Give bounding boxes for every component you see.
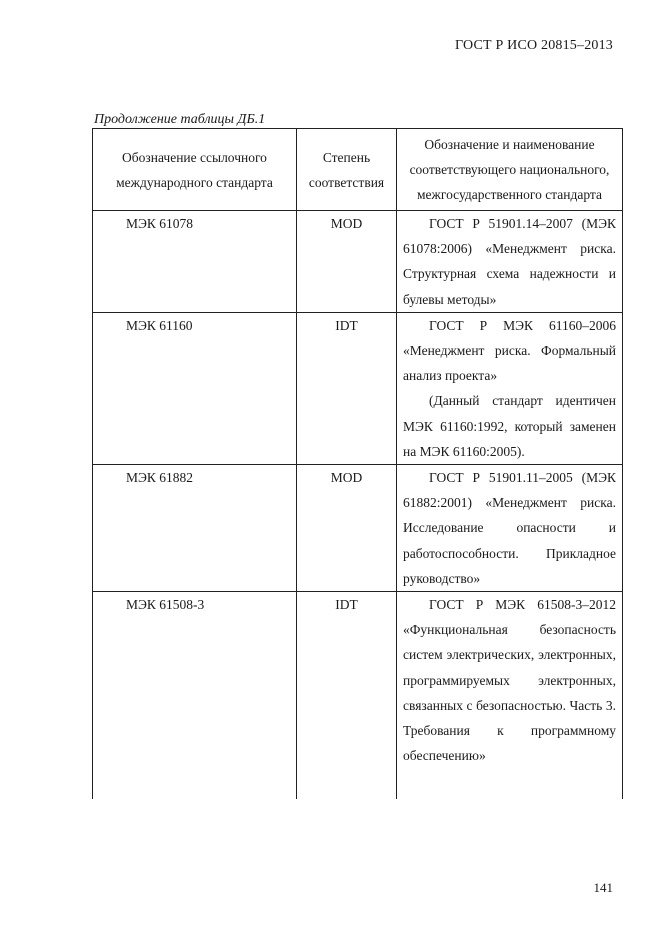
table-row bbox=[93, 312, 623, 464]
column-header-national-standard: Обозначение и наименование соответствующего национального, межгосударственного стандарта bbox=[397, 129, 623, 211]
degree-value: IDT bbox=[297, 592, 397, 800]
table-header-row bbox=[93, 129, 623, 211]
national-standard-text: ГОСТ Р 51901.14–2007 (МЭК 61078:2006) «Менеджмент риска. Структурная схема надежности и булевы методы» bbox=[403, 216, 616, 307]
degree-value: MOD bbox=[297, 211, 397, 313]
national-standard-cell bbox=[397, 211, 623, 313]
national-standard-text: ГОСТ Р МЭК 61508-3–2012 «Функциональная безопасность систем электрических, электронных, программируемых электронных, связанных с безопасностью. Часть 3. Требования к программному обеспечению» bbox=[403, 597, 616, 764]
table-row bbox=[93, 465, 623, 592]
national-standard-cell bbox=[397, 592, 623, 800]
national-standard-text: ГОСТ Р 51901.11–2005 (МЭК 61882:2001) «Менеджмент риска. Исследование опасности и работоспособности. Прикладное руководство» bbox=[403, 470, 616, 586]
document-header: ГОСТ Р ИСО 20815–2013 bbox=[455, 38, 613, 53]
column-header-degree: Степень соответствия bbox=[297, 129, 397, 211]
page-number: 141 bbox=[593, 880, 613, 895]
national-standard-note: (Данный стандарт идентичен МЭК 61160:1992, который заменен на МЭК 61160:2005). bbox=[403, 393, 616, 459]
table-row bbox=[93, 592, 623, 800]
reference-code: МЭК 61160 bbox=[93, 312, 297, 464]
reference-code: МЭК 61508-3 bbox=[93, 592, 297, 800]
table-caption: Продолжение таблицы ДБ.1 bbox=[94, 112, 266, 127]
table-row bbox=[93, 211, 623, 313]
column-header-reference: Обозначение ссылочного международного стандарта bbox=[93, 129, 297, 211]
reference-code: МЭК 61882 bbox=[93, 465, 297, 592]
reference-code: МЭК 61078 bbox=[93, 211, 297, 313]
degree-value: IDT bbox=[297, 312, 397, 464]
standards-table bbox=[92, 128, 623, 799]
national-standard-text: ГОСТ Р МЭК 61160–2006 «Менеджмент риска. Формальный анализ проекта» bbox=[403, 317, 616, 384]
degree-value: MOD bbox=[297, 465, 397, 592]
national-standard-cell bbox=[397, 312, 623, 464]
national-standard-cell bbox=[397, 465, 623, 592]
